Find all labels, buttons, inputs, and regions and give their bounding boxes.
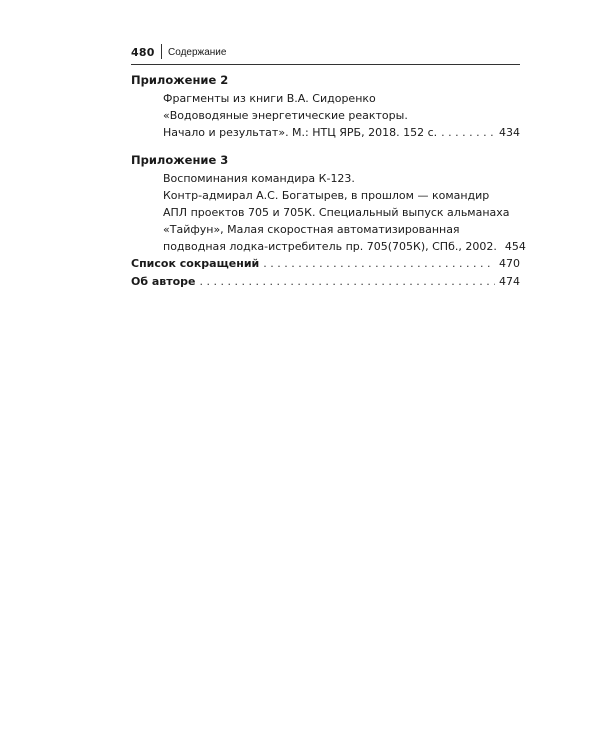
abbreviations-title: Список сокращений	[131, 257, 260, 270]
appendix-3-line: подводная лодка-истребитель пр. 705(705К), СПб., 2002.	[163, 240, 497, 253]
appendix-2-line: «Водоводяные энергетические реакторы.	[163, 109, 408, 122]
appendix-2-page: 434	[499, 126, 520, 139]
about-author-title: Об авторе	[131, 275, 196, 288]
appendix-3-line: «Тайфун», Малая скоростная автоматизированная	[163, 223, 460, 236]
leader-dots	[200, 274, 495, 290]
appendix-2-line: Начало и результат». М.: НТЦ ЯРБ, 2018. 152 с.	[163, 126, 438, 139]
appendix-3-page: 454	[504, 240, 526, 253]
appendix-3-title: Приложение 3	[131, 153, 229, 167]
page-header	[131, 44, 520, 65]
header-separator	[161, 44, 162, 59]
appendix-2-title: Приложение 2	[131, 73, 229, 87]
appendix-3-last-line	[163, 239, 526, 255]
appendix-2-last-line	[163, 125, 520, 141]
page-number: 480	[131, 46, 155, 59]
running-title: Содержание	[168, 47, 227, 58]
leader-dots	[263, 256, 495, 272]
abbreviations-page: 470	[499, 257, 520, 270]
appendix-3-line: АПЛ проектов 705 и 705К. Специальный выпуск альманаха	[163, 206, 510, 219]
leader-dots	[441, 125, 495, 141]
appendix-3-line: Воспоминания командира К-123.	[163, 172, 355, 185]
about-author-page: 474	[499, 275, 520, 288]
toc-entry-abbreviations	[131, 256, 520, 272]
toc-entry-about-author	[131, 274, 520, 290]
appendix-2-line: Фрагменты из книги В.А. Сидоренко	[163, 92, 376, 105]
appendix-3-line: Контр-адмирал А.С. Богатырев, в прошлом — командир	[163, 189, 490, 202]
